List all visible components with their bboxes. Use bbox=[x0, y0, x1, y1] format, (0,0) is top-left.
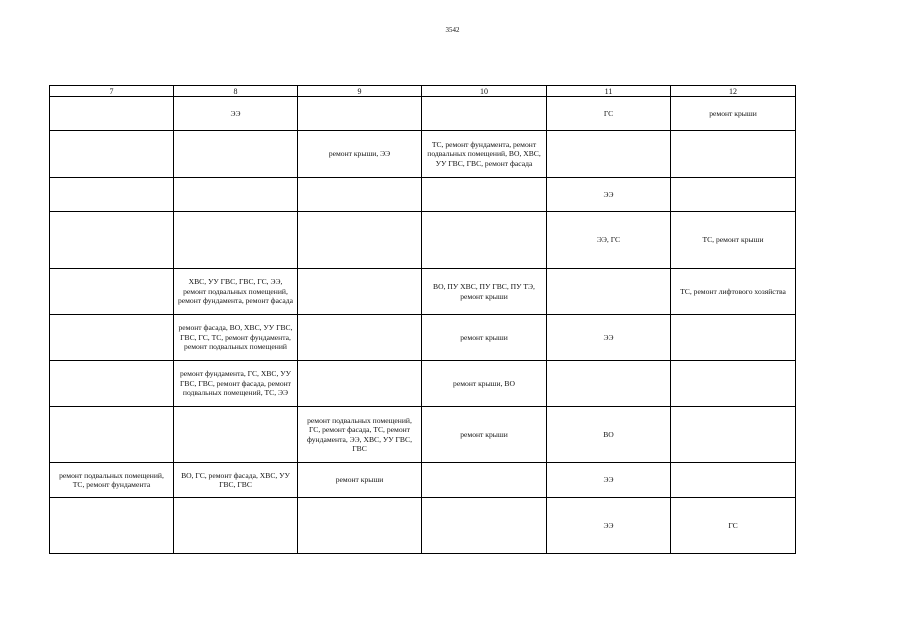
table-cell bbox=[298, 178, 422, 212]
table-cell bbox=[298, 269, 422, 315]
table-row bbox=[50, 498, 796, 554]
table-cell bbox=[671, 178, 796, 212]
table-cell bbox=[298, 498, 422, 554]
table-cell: ТС, ремонт фундамента, ремонт подвальных помещений, ВО, ХВС, УУ ГВС, ГВС, ремонт фасада bbox=[422, 131, 547, 178]
table-cell: ремонт крыши bbox=[422, 407, 547, 463]
table-cell bbox=[50, 315, 174, 361]
table-cell bbox=[671, 131, 796, 178]
table-cell: ВО, ПУ ХВС, ПУ ГВС, ПУ ТЭ, ремонт крыши bbox=[422, 269, 547, 315]
table-cell bbox=[422, 178, 547, 212]
table-cell bbox=[298, 212, 422, 269]
table-row bbox=[50, 131, 796, 178]
table-cell bbox=[547, 131, 671, 178]
table-cell: ТС, ремонт крыши bbox=[671, 212, 796, 269]
table-cell bbox=[671, 361, 796, 407]
table-cell bbox=[50, 178, 174, 212]
table-cell: ВО bbox=[547, 407, 671, 463]
table-row bbox=[50, 315, 796, 361]
table-row bbox=[50, 178, 796, 212]
table-cell bbox=[174, 212, 298, 269]
table-cell: ремонт крыши bbox=[298, 463, 422, 498]
table-cell bbox=[298, 315, 422, 361]
table-cell bbox=[422, 463, 547, 498]
table-cell bbox=[547, 361, 671, 407]
table-cell bbox=[547, 269, 671, 315]
table-cell bbox=[298, 97, 422, 131]
table-cell bbox=[422, 212, 547, 269]
table-row bbox=[50, 212, 796, 269]
table-row bbox=[50, 407, 796, 463]
table-cell bbox=[50, 407, 174, 463]
table-cell: ремонт крыши, ВО bbox=[422, 361, 547, 407]
table-cell bbox=[671, 315, 796, 361]
table-cell: ремонт фасада, ВО, ХВС, УУ ГВС, ГВС, ГС, ТС, ремонт фундамента, ремонт подвальных помещений bbox=[174, 315, 298, 361]
table-cell bbox=[174, 131, 298, 178]
table-cell: ЭЭ bbox=[547, 178, 671, 212]
table-cell bbox=[422, 498, 547, 554]
column-header: 10 bbox=[422, 86, 547, 97]
table-cell bbox=[174, 498, 298, 554]
table-cell bbox=[174, 178, 298, 212]
works-table bbox=[49, 85, 796, 554]
table-cell: ХВС, УУ ГВС, ГВС, ГС, ЭЭ, ремонт подвальных помещений, ремонт фундамента, ремонт фасада bbox=[174, 269, 298, 315]
table-row bbox=[50, 463, 796, 498]
column-header: 9 bbox=[298, 86, 422, 97]
table-cell: ЭЭ, ГС bbox=[547, 212, 671, 269]
table-cell: ремонт крыши bbox=[671, 97, 796, 131]
table-cell: ремонт подвальных помещений, ТС, ремонт фундамента bbox=[50, 463, 174, 498]
table-cell bbox=[50, 131, 174, 178]
page-number: 3542 bbox=[445, 26, 460, 34]
table-cell bbox=[671, 463, 796, 498]
column-header: 11 bbox=[547, 86, 671, 97]
table-cell bbox=[50, 212, 174, 269]
table-cell: ЭЭ bbox=[547, 315, 671, 361]
table-cell: ЭЭ bbox=[547, 463, 671, 498]
table-cell bbox=[174, 407, 298, 463]
table-header-row bbox=[50, 86, 796, 97]
table-row bbox=[50, 269, 796, 315]
column-header: 12 bbox=[671, 86, 796, 97]
table-cell: ЭЭ bbox=[547, 498, 671, 554]
table-cell bbox=[50, 498, 174, 554]
table-cell: ремонт фундамента, ГС, ХВС, УУ ГВС, ГВС, ремонт фасада, ремонт подвальных помещений, ТС, ЭЭ bbox=[174, 361, 298, 407]
table-cell: ЭЭ bbox=[174, 97, 298, 131]
table-cell: ремонт крыши bbox=[422, 315, 547, 361]
table-cell bbox=[422, 97, 547, 131]
table-cell: ВО, ГС, ремонт фасада, ХВС, УУ ГВС, ГВС bbox=[174, 463, 298, 498]
table-cell bbox=[298, 361, 422, 407]
table-cell: ремонт крыши, ЭЭ bbox=[298, 131, 422, 178]
table-cell: ГС bbox=[671, 498, 796, 554]
table-cell: ТС, ремонт лифтового хозяйства bbox=[671, 269, 796, 315]
table-cell bbox=[50, 97, 174, 131]
column-header: 7 bbox=[50, 86, 174, 97]
table-cell bbox=[671, 407, 796, 463]
table-cell: ремонт подвальных помещений, ГС, ремонт фасада, ТС, ремонт фундамента, ЭЭ, ХВС, УУ ГВС, ГВС bbox=[298, 407, 422, 463]
column-header: 8 bbox=[174, 86, 298, 97]
table-cell bbox=[50, 361, 174, 407]
table-row bbox=[50, 361, 796, 407]
table-cell: ГС bbox=[547, 97, 671, 131]
table-cell bbox=[50, 269, 174, 315]
table-row bbox=[50, 97, 796, 131]
